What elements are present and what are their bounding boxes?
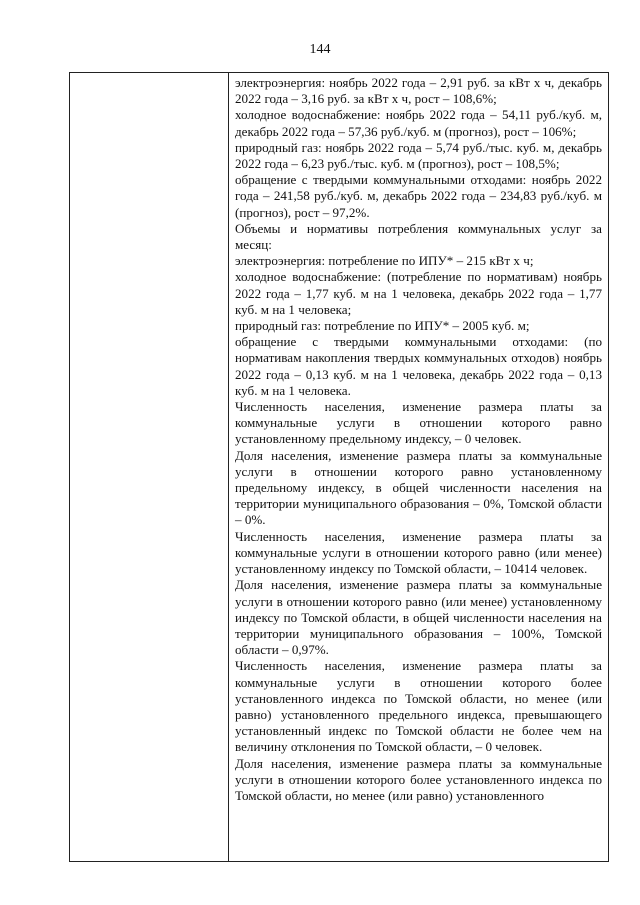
- table-row: [70, 73, 609, 862]
- paragraph: Доля населения, изменение размера платы за коммунальные услуги в отношении которого равно (или менее) установленному индексу по Томской области, в общей численности населения на территории муниципального образования – 100%, Томской области – 0,97%.: [235, 577, 602, 658]
- paragraph: природный газ: ноябрь 2022 года – 5,74 руб./тыс. куб. м, декабрь 2022 года – 6,23 руб./тыс. куб. м (прогноз), рост – 108,5%;: [235, 139, 602, 172]
- paragraph: Доля населения, изменение размера платы за коммунальные услуги в отношении которого равно установленному предельному индексу, в общей численности населения на территории муниципального образования – 0%, Томской области – 0%.: [235, 447, 602, 528]
- paragraph: обращение с твердыми коммунальными отходами: ноябрь 2022 года – 241,58 руб./куб. м, декабрь 2022 года – 234,83 руб./куб. м (прогноз), рост – 97,2%.: [235, 172, 602, 220]
- paragraph: природный газ: потребление по ИПУ* – 2005 куб. м;: [235, 318, 530, 334]
- paragraph: Численность населения, изменение размера платы за коммунальные услуги в отношении которого равно (или менее) установленному индексу по Томской области, – 10414 человек.: [235, 528, 602, 577]
- right-text-cell: [229, 73, 609, 862]
- paragraph: Доля населения, изменение размера платы за коммунальные услуги в отношении которого более установленного индекса по Томской области, но менее (или равно) установленного: [235, 755, 602, 803]
- page-number: 144: [309, 42, 331, 57]
- paragraph: электроэнергия: ноябрь 2022 года – 2,91 руб. за кВт х ч, декабрь 2022 года – 3,16 руб. за кВт х ч, рост – 108,6%;: [235, 75, 602, 107]
- paragraph: обращение с твердыми коммунальными отходами: (по нормативам накопления твердых коммунальных отходов) ноябрь 2022 года – 0,13 куб. м на 1 человека, декабрь 2022 года – 0,13 куб. м на 1 человека.: [235, 334, 602, 398]
- paragraph: электроэнергия: потребление по ИПУ* – 215 кВт х ч;: [235, 253, 534, 269]
- paragraph: холодное водоснабжение: (потребление по нормативам) ноябрь 2022 года – 1,77 куб. м на 1 человека, декабрь 2022 года – 1,77 куб. м на 1 человека;: [235, 269, 602, 317]
- paragraph: холодное водоснабжение: ноябрь 2022 года – 54,11 руб./куб. м, декабрь 2022 года – 57,36 руб./куб. м (прогноз), рост – 106%;: [235, 107, 602, 139]
- paragraph: Объемы и нормативы потребления коммунальных услуг за месяц:: [235, 220, 602, 253]
- paragraph: Численность населения, изменение размера платы за коммунальные услуги в отношении которого равно установленному предельному индексу, – 0 человек.: [235, 399, 602, 447]
- cell-text-block: [229, 73, 608, 804]
- paragraph: Численность населения, изменение размера платы за коммунальные услуги в отношении которого более установленного индекса по Томской области, но менее (или равно) установленного предельного индекса, превышающего установленный индекс по Томской области не более чем на величину отклонения по Томской области, – 0 человек.: [235, 658, 602, 755]
- content-table: [69, 72, 609, 862]
- left-empty-cell: [70, 73, 229, 862]
